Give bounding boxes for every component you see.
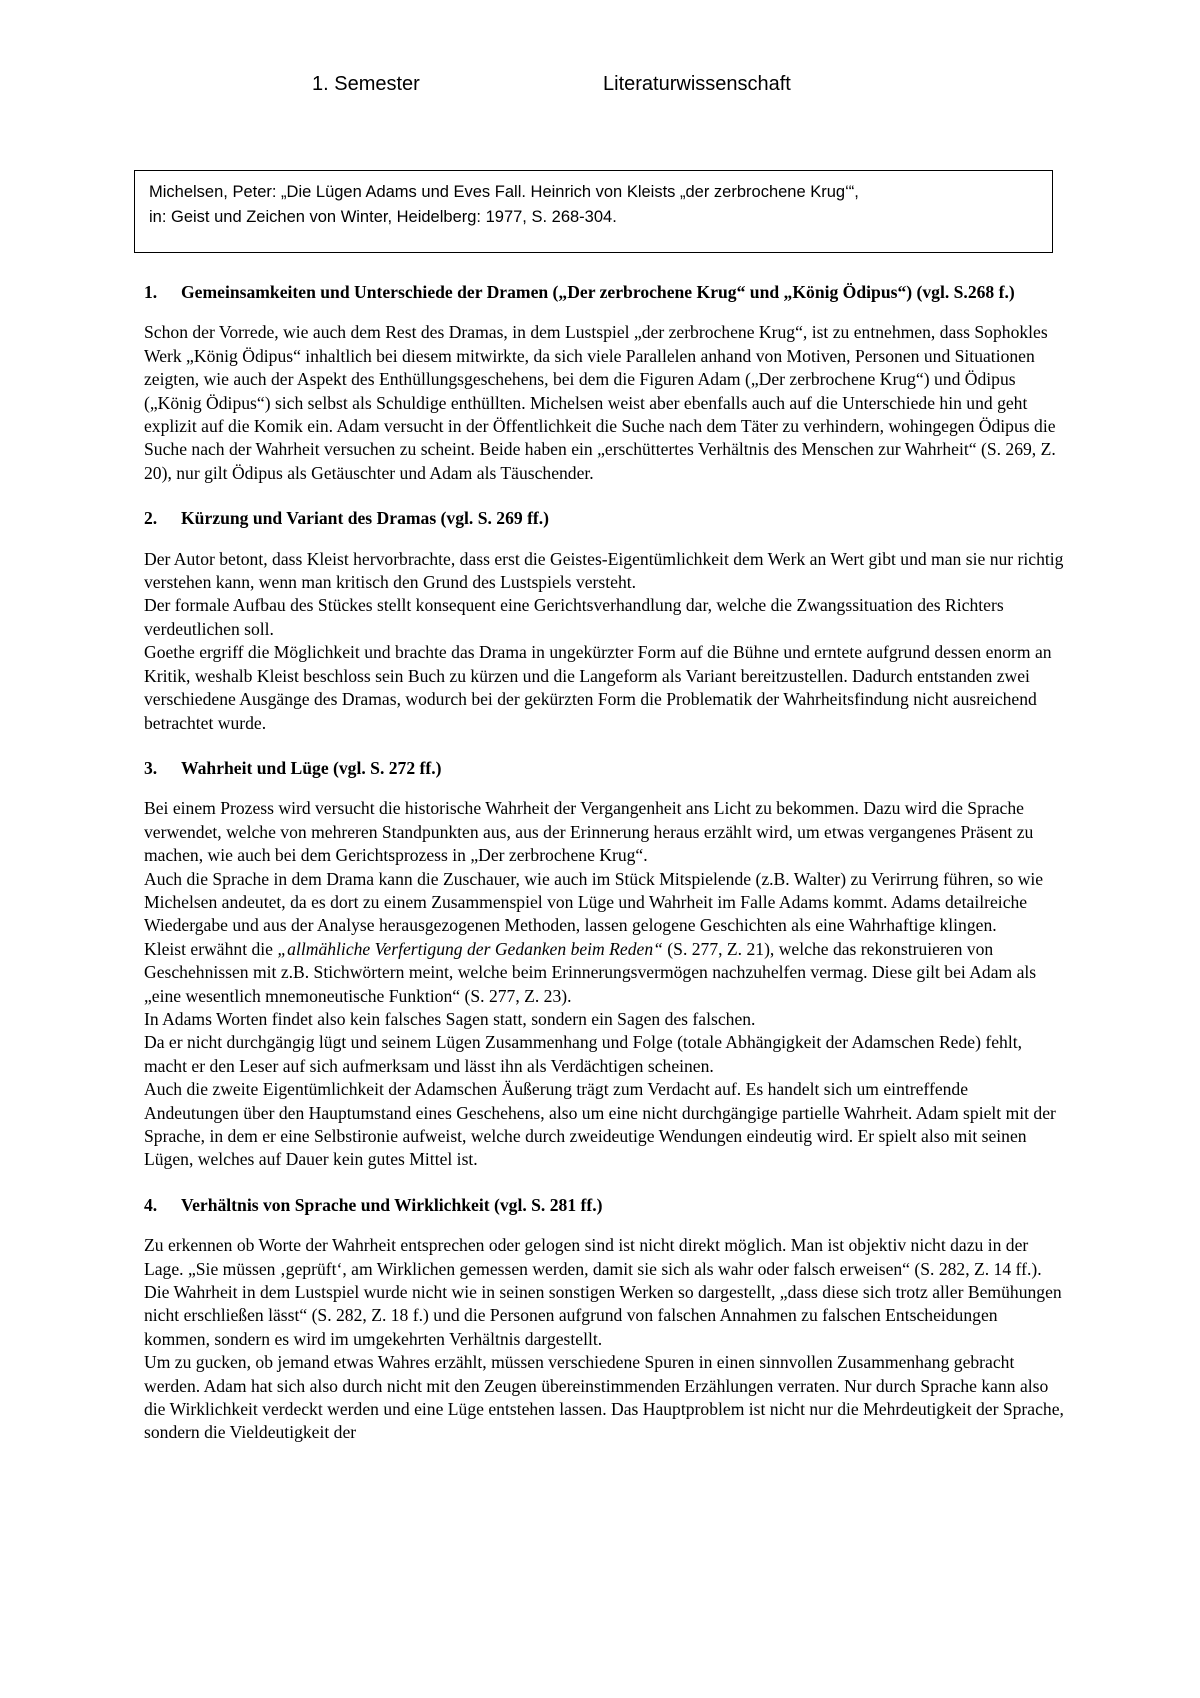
citation-line-1: Michelsen, Peter: „Die Lügen Adams und Eves Fall. Heinrich von Kleists „der zerbrochene Krug‘“, xyxy=(149,183,859,201)
section-3 xyxy=(144,757,1064,1194)
section-number: 4. xyxy=(144,1194,158,1215)
paragraph: Da er nicht durchgängig lügt und seinem Lügen Zusammenhang und Folge (totale Abhängigkeit der Adamschen Rede) fehlt, macht er den Leser auf sich aufmerksam und lässt ihn als Verdächtigen scheinen. xyxy=(144,1032,1022,1076)
paragraph: Die Wahrheit in dem Lustspiel wurde nicht wie in seinen sonstigen Werken so dargestellt, „dass diese sich trotz aller Bemühungen nicht erschließen lässt“ (S. 282, Z. 18 f.) und die Personen aufgrund von falschen Annahmen zu falschen Entscheidungen kommen, sondern es wird im umgekehrten Verhältnis dargestellt. xyxy=(144,1282,1062,1349)
paragraph: In Adams Worten findet also kein falsches Sagen statt, sondern ein Sagen des falschen. xyxy=(144,1008,756,1029)
citation-box xyxy=(134,170,1053,253)
paragraph: Der formale Aufbau des Stückes stellt konsequent eine Gerichtsverhandlung dar, welche die Zwangssituation des Richters verdeutlichen soll. xyxy=(144,595,1004,639)
paragraph: Bei einem Prozess wird versucht die historische Wahrheit der Vergangenheit ans Licht zu bekommen. Dazu wird die Sprache verwendet, welche von mehreren Standpunkten aus, aus der Erinnerung heraus erzählt wird, um etwas vergangenes Präsent zu machen, wie auch bei dem Gerichtsprozess in „Der zerbrochene Krug“. xyxy=(144,798,1034,866)
section-title: Wahrheit und Lüge (vgl. S. 272 ff.) xyxy=(181,757,442,778)
document-body xyxy=(144,281,1064,1445)
section-heading xyxy=(144,507,1064,530)
paragraph: Zu erkennen ob Worte der Wahrheit entsprechen oder gelogen sind ist nicht direkt möglich. Man ist objektiv nicht dazu in der Lage. „Sie müssen ‚geprüft‘, am Wirklichen gemessen werden, damit sie sich als wahr oder falsch erweisen“ (S. 282, Z. 14 ff.). xyxy=(144,1235,1042,1279)
kleist-quote: „allmähliche Verfertigung der Gedanken beim Reden“ xyxy=(277,938,663,959)
section-number: 1. xyxy=(144,282,158,302)
paragraph: Um zu gucken, ob jemand etwas Wahres erzählt, müssen verschiedene Spuren in einen sinnvollen Zusammenhang gebracht werden. Adam hat sich also durch nicht mit den Zeugen übereinstimmenden Erzählungen verraten. Nur durch Sprache kann also die Wirklichkeit verdeckt werden und eine Lüge entstehen lassen. Das Hauptproblem ist nicht nur die Mehrdeutigkeit der Sprache, sondern die Vieldeutigkeit der xyxy=(144,1352,1064,1443)
kleist-text-before: Kleist erwähnt die xyxy=(144,938,278,959)
section-number: 3. xyxy=(144,757,158,778)
section-title: Kürzung und Variant des Dramas (vgl. S. 269 ff.) xyxy=(181,508,550,529)
section-heading xyxy=(144,1194,1064,1217)
semester-label: 1. Semester xyxy=(312,73,420,95)
paragraph: Auch die zweite Eigentümlichkeit der Adamschen Äußerung trägt zum Verdacht auf. Es handelt sich um eintreffende Andeutungen über den Hauptumstand eines Geschehens, also um eine nicht durchgängige partielle Wahrheit. Adam spielt mit der Sprache, in dem er eine Selbstironie aufweist, welche durch zweideutige Wendungen eindeutig wird. Er spielt also mit seinen Lügen, welches auf Dauer kein gutes Mittel ist. xyxy=(144,1079,1056,1170)
subject-label: Literaturwissenschaft xyxy=(603,73,791,95)
section-4 xyxy=(144,1194,1064,1445)
citation-line-2: in: Geist und Zeichen von Winter, Heidelberg: 1977, S. 268-304. xyxy=(149,208,617,226)
paragraph: Goethe ergriff die Möglichkeit und brachte das Drama in ungekürzter Form auf die Bühne und erntete aufgrund dessen enorm an Kritik, weshalb Kleist beschloss sein Buch zu kürzen und die Langeform als Variant bereitzustellen. Dadurch entstanden zwei verschiedene Ausgänge des Dramas, wodurch bei der gekürzten Form die Problematik der Wahrheitsfindung nicht ausreichend betrachtet wurde. xyxy=(144,642,1052,733)
page-header xyxy=(0,73,1200,103)
section-number: 2. xyxy=(144,508,158,529)
paragraph: Schon der Vorrede, wie auch dem Rest des Dramas, in dem Lustspiel „der zerbrochene Krug“, ist zu entnehmen, dass Sophokles Werk „König Ödipus“ inhaltlich bei diesem mitwirkte, da sich viele Parallelen anhand von Motiven, Personen und Situationen zeigten, wie auch der Aspekt des Enthüllungsgeschehens, bei dem die Figuren Adam („Der zerbrochene Krug“) und Ödipus („König Ödipus“) sich selbst als Schuldige enthüllten. Michelsen weist aber ebenfalls auch auf die Unterschiede hin und geht explizit auf die Komik ein. Adam versucht in der Öffentlichkeit die Suche nach dem Täter zu verhindern, wohingegen Ödipus die Suche nach der Wahrheit versuchen zu scheint. Beide haben ein „erschüttertes Verhältnis des Menschen zur Wahrheit“ (S. 269, Z. 20), nur gilt Ödipus als Getäuschter und Adam als Täuschender. xyxy=(144,322,1056,483)
paragraph: Der Autor betont, dass Kleist hervorbrachte, dass erst die Geistes-Eigentümlichkeit dem Werk an Wert gibt und man sie nur richtig verstehen kann, wenn man kritisch den Grund des Lustspiels versteht. xyxy=(144,548,1064,593)
kleist-text-after: (S. 277, Z. 21), welche das rekonstruieren von Geschehnissen mit z.B. Stichwörtern meint, welche beim Erinnerungsvermögen nachzuhelfen vermag. Diese gilt bei Adam als „eine wesentlich mnemoneutische Funktion“ (S. 277, Z. 23). xyxy=(144,938,1037,1006)
section-heading xyxy=(144,281,1064,304)
section-title: Gemeinsamkeiten und Unterschiede der Dramen („Der zerbrochene Krug“ und „König Ödipus“) (vgl. S.268 f.) xyxy=(181,282,1015,302)
paragraph: Auch die Sprache in dem Drama kann die Zuschauer, wie auch im Stück Mitspielende (z.B. Walter) zu Verirrung führen, so wie Michelsen andeutet, da es dort zu einem Zusammenspiel von Lüge und Wahrheit im Falle Adams kommt. Adams detailreiche Wiedergabe und aus der Analyse herausgezogenen Methoden, lassen gelogene Geschichten als eine Wahrhaftige klingen. xyxy=(144,868,1044,936)
section-1 xyxy=(144,281,1064,507)
paragraph-kleist xyxy=(144,938,1064,1008)
section-2 xyxy=(144,507,1064,757)
section-heading xyxy=(144,757,1064,780)
section-title: Verhältnis von Sprache und Wirklichkeit (vgl. S. 281 ff.) xyxy=(181,1194,603,1215)
